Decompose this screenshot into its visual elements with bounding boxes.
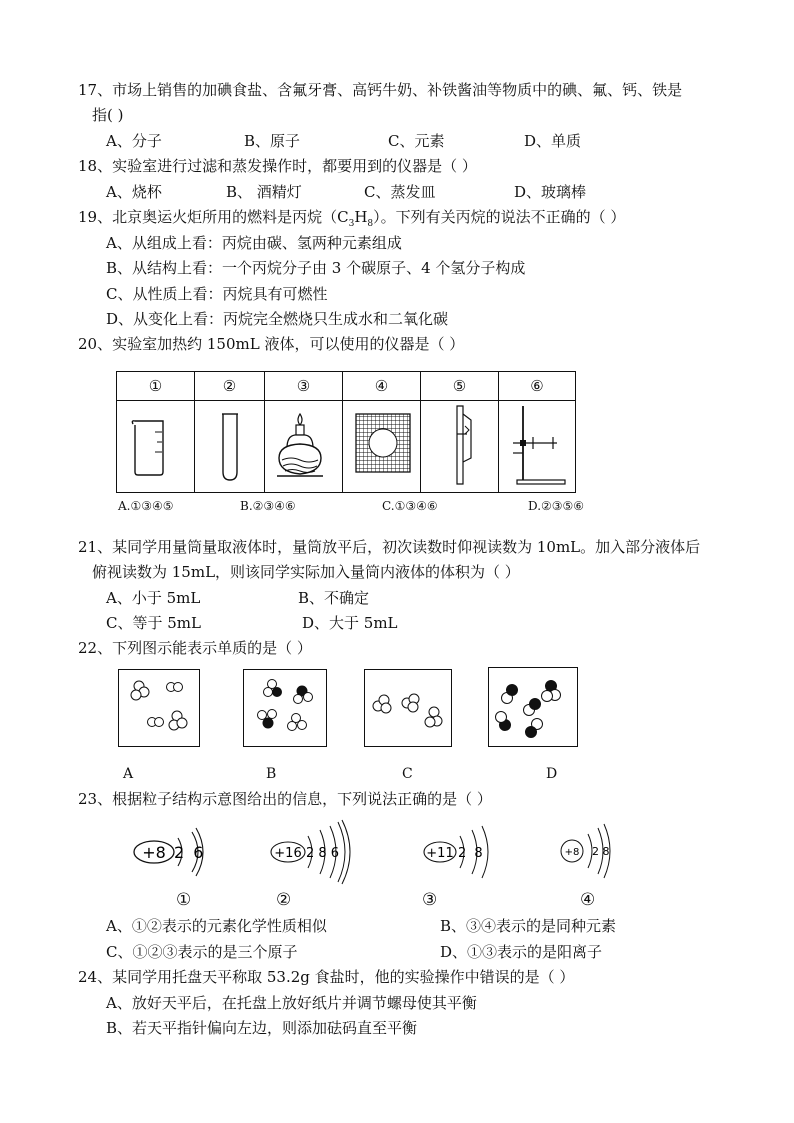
q23-stem: 23、根据粒子结构示意图给出的信息，下列说法正确的是（ ） [78, 790, 492, 808]
q17-option-c: C、元素 [388, 132, 445, 150]
molecule-box-c [364, 669, 452, 747]
test-tube-holder-icon [421, 400, 499, 492]
q17-option-b: B、原子 [244, 132, 301, 150]
q19-option-d: D、从变化上看：丙烷完全燃烧只生成水和二氧化碳 [106, 310, 449, 328]
instrument-header-2: ② [195, 372, 264, 401]
q23-option-d: D、①③表示的是阳离子 [440, 943, 603, 961]
q23-option-b: B、③④表示的是同种元素 [440, 917, 617, 935]
instrument-header-3: ③ [265, 372, 342, 401]
q24-option-b: B、若天平指针偏向左边，则添加砝码直至平衡 [106, 1019, 418, 1037]
q22-stem: 22、下列图示能表示单质的是（ ） [78, 639, 312, 657]
q20-answer-b: B.②③④⑥ [240, 499, 296, 513]
q20-stem: 20、实验室加热约 150mL 液体，可以使用的仪器是（ ） [78, 335, 465, 353]
molecule-label-c: C [402, 766, 413, 782]
q18-stem: 18、实验室进行过滤和蒸发操作时，都要用到的仪器是（ ） [78, 157, 477, 175]
atom-structure-2 [268, 816, 378, 886]
q19-option-c: C、从性质上看：丙烷具有可燃性 [106, 285, 328, 303]
q24-stem: 24、某同学用托盘天平称取 53.2g 食盐时，他的实验操作中错误的是（ ） [78, 968, 575, 986]
atom-4-nucleus: +8 [564, 847, 580, 858]
instrument-test-tube-holder-cell [420, 372, 498, 492]
atom-label-2: ② [276, 890, 292, 910]
q21-option-b: B、不确定 [298, 589, 370, 607]
molecule-label-a: A [123, 766, 134, 782]
q19-stem [78, 207, 625, 234]
instrument-header-6: ⑥ [499, 372, 575, 401]
q17-option-a: A、分子 [106, 132, 162, 150]
q20-answer-a: A.①③④⑤ [118, 499, 174, 513]
atom-2-nucleus: +16 [274, 846, 302, 861]
q17-stem-line2: 指( ) [92, 106, 124, 124]
q19-option-a: A、从组成上看：丙烷由碳、氢两种元素组成 [106, 234, 402, 252]
instrument-iron-stand-cell [498, 372, 575, 492]
instrument-header-1: ① [117, 372, 194, 401]
q21-stem-line2: 俯视读数为 15mL，则该同学实际加入量筒内液体的体积为（ ） [92, 563, 520, 581]
instrument-alcohol-lamp-cell [264, 372, 342, 492]
q18-option-c: C、蒸发皿 [364, 183, 436, 201]
q21-option-a: A、小于 5mL [106, 589, 201, 607]
molecule-label-b: B [266, 766, 277, 782]
q18-option-b: B、 酒精灯 [226, 183, 302, 201]
instrument-wire-gauze-cell [342, 372, 420, 492]
q19-stem-post: ）。下列有关丙烷的说法不正确的（ ） [373, 208, 626, 226]
molecule-diagram-a [119, 670, 199, 746]
molecule-label-d: D [546, 766, 558, 782]
q17-stem-line1: 17、市场上销售的加碘食盐、含氟牙膏、高钙牛奶、补铁酱油等物质中的碘、氟、钙、铁是 [78, 81, 683, 99]
atom-3-nucleus: +11 [426, 846, 454, 861]
q23-option-a: A、①②表示的元素化学性质相似 [106, 917, 327, 935]
q19-option-b: B、从结构上看：一个丙烷分子由 3 个碳原子、4 个氢分子构成 [106, 259, 526, 277]
q18-option-d: D、玻璃棒 [514, 183, 587, 201]
instrument-header-4: ④ [343, 372, 420, 401]
q19-stem-h: H [354, 208, 368, 226]
molecule-box-a [118, 669, 200, 747]
atom-3-shells: 2 8 [458, 846, 485, 861]
q19-stem-pre: 19、北京奥运火炬所用的燃料是丙烷（C [78, 208, 349, 226]
iron-stand-icon [499, 400, 576, 492]
atom-label-3: ③ [422, 890, 438, 910]
atom-1-shells: 2 6 [174, 843, 206, 862]
atom-structure-4 [558, 818, 638, 884]
alcohol-lamp-icon [265, 400, 343, 492]
molecule-box-b [243, 669, 327, 747]
molecule-diagram-d [489, 668, 577, 746]
atom-1-nucleus: +8 [142, 843, 166, 862]
q21-option-c: C、等于 5mL [106, 614, 201, 632]
q21-stem-line1: 21、某同学用量筒量取液体时，量筒放平后，初次读数时仰视读数为 10mL。加入部分液体后 [78, 538, 701, 556]
atom-label-4: ④ [580, 890, 596, 910]
atom-4-shells: 2 8 [592, 845, 610, 858]
atom-structure-3 [422, 818, 512, 884]
q19-subscript-3: 3 [348, 219, 355, 229]
q19-subscript-8: 8 [367, 219, 374, 229]
instrument-test-tube-cell [194, 372, 264, 492]
instrument-table [116, 371, 576, 493]
q17-option-d: D、单质 [524, 132, 582, 150]
q20-answer-c: C.①③④⑥ [382, 499, 438, 513]
q21-option-d: D、大于 5mL [302, 614, 398, 632]
molecule-diagram-b [244, 670, 326, 746]
test-tube-icon [195, 400, 265, 492]
atom-structure-1 [128, 820, 228, 884]
instrument-beaker-cell [117, 372, 194, 492]
instrument-header-5: ⑤ [421, 372, 498, 401]
q24-option-a: A、放好天平后，在托盘上放好纸片并调节螺母使其平衡 [106, 994, 477, 1012]
molecule-diagram-c [365, 670, 451, 746]
q20-answer-d: D.②③⑤⑥ [528, 499, 585, 513]
atom-label-1: ① [176, 890, 192, 910]
q23-option-c: C、①②③表示的是三个原子 [106, 943, 298, 961]
beaker-icon [117, 400, 194, 492]
q18-option-a: A、烧杯 [106, 183, 162, 201]
wire-gauze-icon [343, 400, 421, 492]
molecule-box-d [488, 667, 578, 747]
atom-2-shells: 2 8 6 [306, 846, 340, 861]
